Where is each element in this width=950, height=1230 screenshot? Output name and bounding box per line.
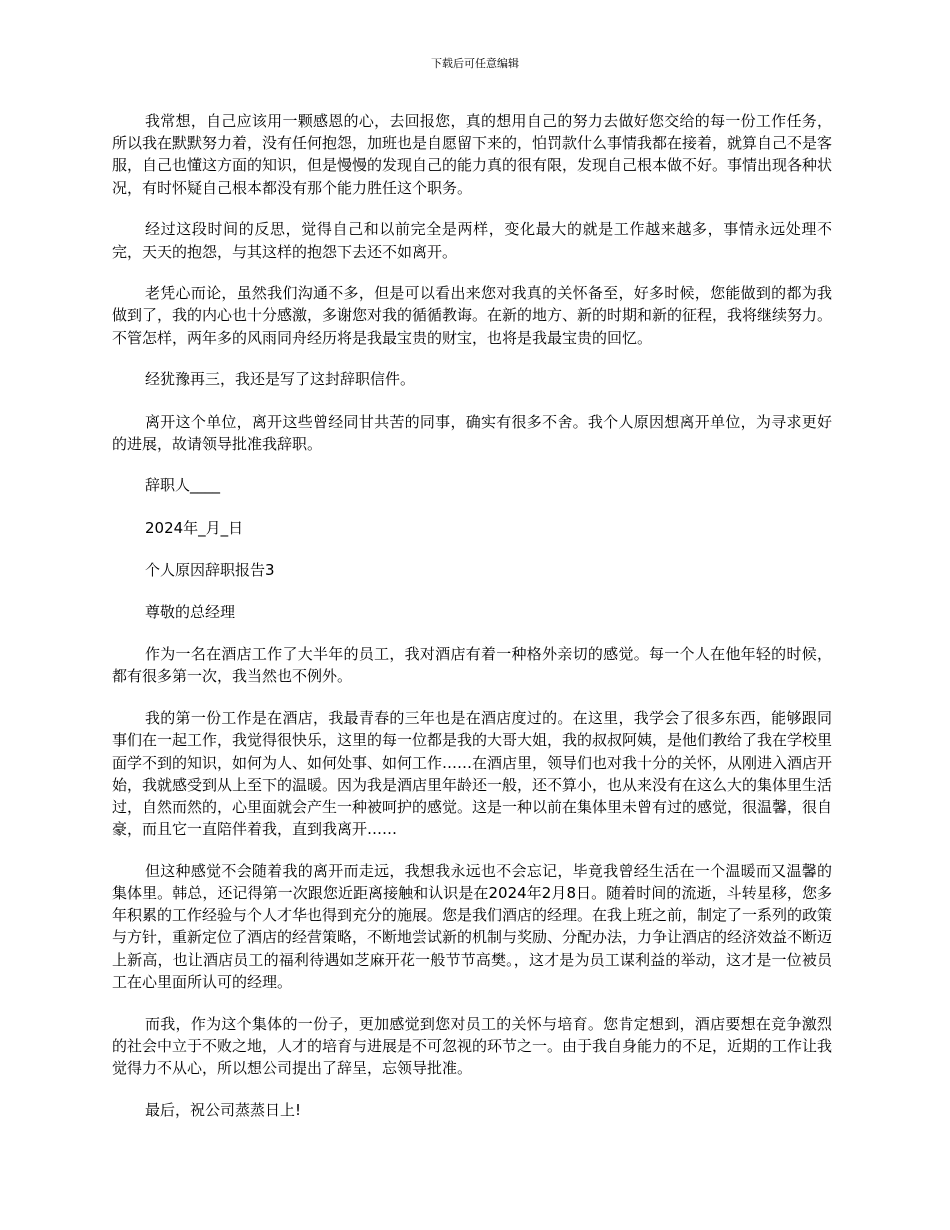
salutation: 尊敬的总经理 [145, 603, 236, 622]
paragraph: 我的第一份工作是在酒店，我最青春的三年也是在酒店度过的。在这里，我学会了很多东西，能够跟同事们在一起工作，我觉得很快乐，这里的每一位都是我的大哥大姐，我的叔叔阿姨，是他们教给了我在学校里面学不到的知识，如何为人、如何处事、如何工作……在酒店里，领导们也对我十分的关怀，从刚进入酒店开始，我就感受到从上至下的温暖。因为我是酒店里年龄还一般，还不算小，也从来没有在这么大的集体里生活过，自然而然的，心里面就会产生一种被呵护的感觉。这是一种以前在集体里未曾有过的感觉，很温馨，很自豪，而且它一直陪伴着我，直到我离开…… [112, 709, 833, 839]
document-body [112, 110, 832, 1141]
signature-line: 辞职人____ [145, 476, 221, 495]
date-line: 2024年_月_日 [145, 518, 244, 537]
paragraph: 离开这个单位，离开这些曾经同甘共苦的同事，确实有很多不舍。我个人原因想离开单位，为寻求更好的进展，故请领导批准我辞职。 [112, 412, 832, 453]
page-header: 下载后可任意编辑 [431, 57, 519, 70]
paragraph: 作为一名在酒店工作了大半年的员工，我对酒店有着一种格外亲切的感觉。每一个人在他年轻的时候，都有很多第一次，我当然也不例外。 [112, 645, 832, 686]
paragraph: 而我，作为这个集体的一份子，更加感觉到您对员工的关怀与培育。您肯定想到，酒店要想在竞争激烈的社会中立于不败之地，人才的培育与进展是不可忽视的环节之一。由于我自身能力的不足，近期的工作让我觉得力不从心，所以想公司提出了辞呈，忘领导批准。 [112, 1014, 833, 1077]
closing-line: 最后，祝公司蒸蒸日上! [145, 1100, 302, 1119]
paragraph: 我常想，自己应该用一颗感恩的心，去回报您，真的想用自己的努力去做好您交给的每一份工作任务，所以我在默默努力着，没有任何抱怨，加班也是自愿留下来的，怕罚款什么事情我都在接着，就算自己不是客服，自己也懂这方面的知识，但是慢慢的发现自己的能力真的很有限，发现自己根本做不好。事情出现各种状况，有时怀疑自己根本都没有那个能力胜任这个职务。 [112, 112, 833, 197]
paragraph: 经犹豫再三，我还是写了这封辞职信件。 [145, 370, 416, 389]
paragraph: 经过这段时间的反思，觉得自己和以前完全是两样，变化最大的就是工作越来越多，事情永远处理不完，天天的抱怨，与其这样的抱怨下去还不如离开。 [112, 220, 832, 261]
paragraph: 老凭心而论，虽然我们沟通不多，但是可以看出来您对我真的关怀备至，好多时候，您能做到的都为我做到了，我的内心也十分感激，多谢您对我的循循教诲。在新的地方、新的时期和新的征程，我将继续努力。不管怎样，两年多的风雨同舟经历将是我最宝贵的财宝，也将是我最宝贵的回忆。 [112, 284, 833, 347]
paragraph: 但这种感觉不会随着我的离开而走远，我想我永远也不会忘记，毕竟我曾经生活在一个温暖而又温馨的集体里。韩总，还记得第一次跟您近距离接触和认识是在2024年2月8日。随着时间的流逝，斗转星移，您多年积累的工作经验与个人才华也得到充分的施展。您是我们酒店的经理。在我上班之前，制定了一系列的政策与方针，重新定位了酒店的经营策略，不断地尝试新的机制与奖励、分配办法，力争让酒店的经济效益不断迈上新高，也让酒店员工的福利待遇如芝麻开花一般节节高樊。，这才是为员工谋利益的举动，这才是一位被员工在心里面所认可的经理。 [112, 861, 833, 991]
section-title: 个人原因辞职报告3 [145, 560, 275, 579]
